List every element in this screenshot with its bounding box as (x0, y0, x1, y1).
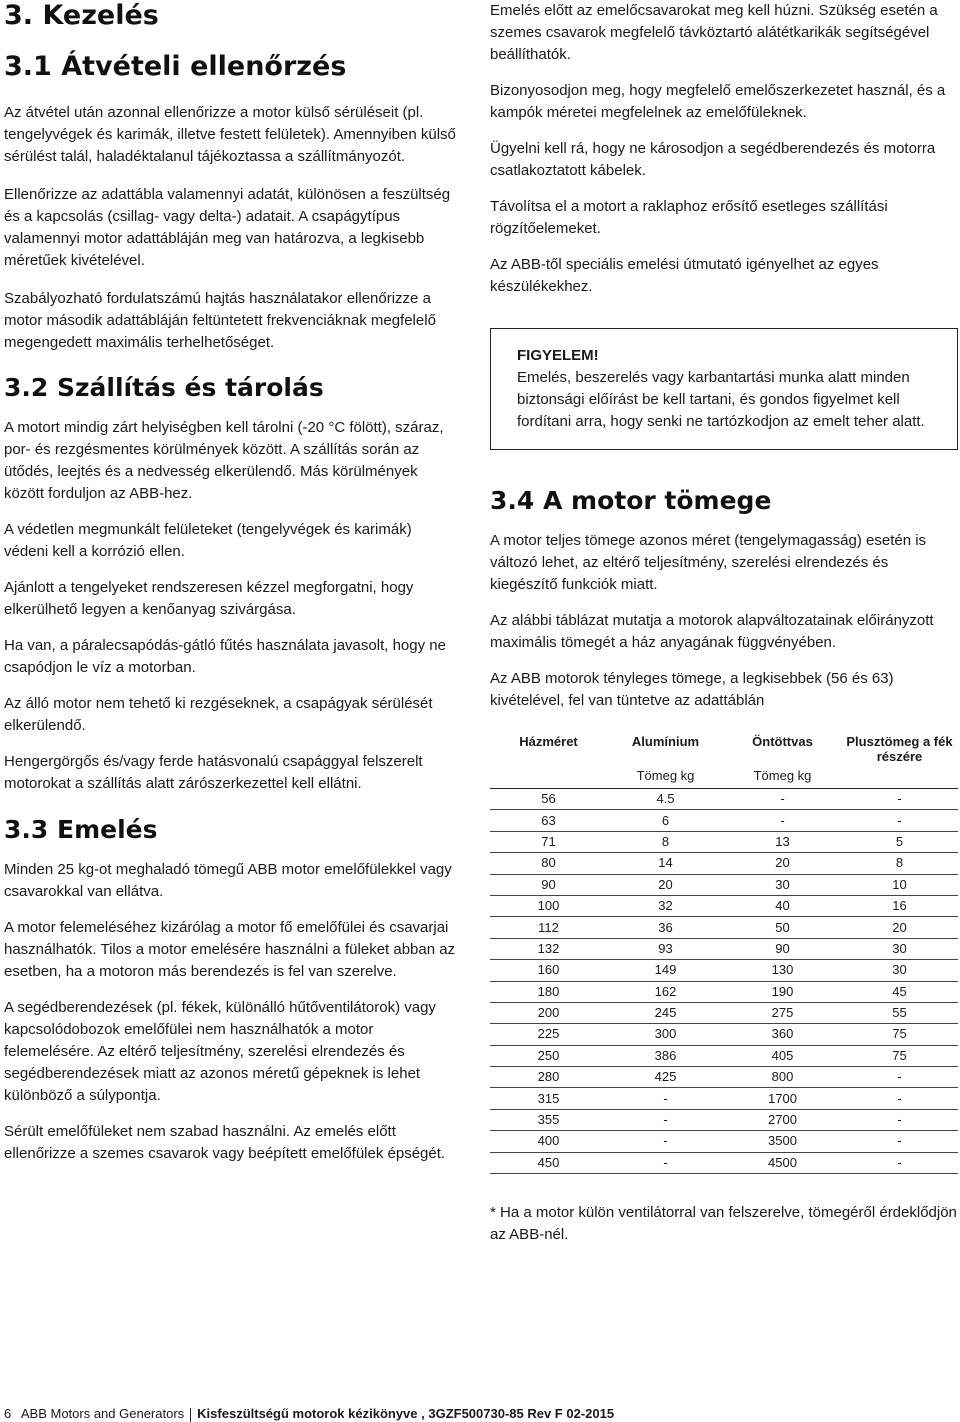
table-cell: 405 (724, 1045, 841, 1066)
table-cell: 36 (607, 917, 724, 938)
table-cell: 13 (724, 831, 841, 852)
table-row (490, 981, 958, 1002)
section-3-2-paragraph-3: Ajánlott a tengelyeket rendszeresen kézzel megforgatni, hogy elkerülhető legyen a kenőanyag szivárgása. (4, 579, 414, 618)
footer-separator (190, 1408, 191, 1422)
table-row (490, 1088, 958, 1109)
section-3-4-title: 3.4 A motor tömege (490, 486, 772, 515)
table-cell: 45 (841, 981, 958, 1002)
table-cell: 71 (490, 831, 607, 852)
table-cell: 5 (841, 831, 958, 852)
table-cell: 1700 (724, 1088, 841, 1109)
table-cell: 80 (490, 853, 607, 874)
header-frame-size: Házméret (519, 734, 578, 749)
table-cell: - (841, 1131, 958, 1152)
table-cell: 149 (607, 960, 724, 981)
table-cell: 2700 (724, 1109, 841, 1130)
section-3-1-title: 3.1 Átvételi ellenőrzés (4, 51, 347, 82)
lifting-paragraph-2: Bizonyosodjon meg, hogy megfelelő emelőszerkezetet használ, és a kampók méretei megfelelnek az emelőfüleknek. (490, 82, 946, 121)
section-3-4-paragraph-3: Az ABB motorok tényleges tömege, a legkisebbek (56 és 63) kivételével, fel van tüntetve az adattáblán (490, 670, 894, 709)
table-cell: 63 (490, 810, 607, 831)
document-title: Kisfeszültségű motorok kézikönyve , 3GZF500730-85 Rev F 02-2015 (197, 1406, 615, 1421)
section-3-3-paragraph-1: Minden 25 kg-ot meghaladó tömegű ABB motor emelőfülekkel vagy csavarokkal van ellátva. (4, 861, 452, 900)
warning-notice-title: FIGYELEM! (517, 347, 599, 364)
table-cell: 200 (490, 1002, 607, 1023)
table-cell: 355 (490, 1109, 607, 1130)
table-cell: 180 (490, 981, 607, 1002)
table-cell: 280 (490, 1067, 607, 1088)
table-cell: - (607, 1109, 724, 1130)
table-cell: 386 (607, 1045, 724, 1066)
table-cell: 130 (724, 960, 841, 981)
table-cell: 32 (607, 895, 724, 916)
table-cell: 245 (607, 1002, 724, 1023)
table-cell: - (841, 1152, 958, 1173)
table-row (490, 1131, 958, 1152)
table-cell: 75 (841, 1024, 958, 1045)
table-cell: 315 (490, 1088, 607, 1109)
header-aluminium: Alumínium (631, 734, 700, 749)
table-footnote: * Ha a motor külön ventilátorral van felszerelve, tömegéről érdeklődjön az ABB-nél. (490, 1204, 957, 1244)
brand-name: ABB Motors and Generators (20, 1406, 185, 1421)
table-cell: - (607, 1152, 724, 1173)
table-cell: 4500 (724, 1152, 841, 1173)
lifting-paragraph-1: Emelés előtt az emelőcsavarokat meg kell húzni. Szükség esetén a szemes csavarok megfelelő távköztartó alátétkarikák segítségével beállíthatók. (490, 2, 938, 63)
section-3-2-paragraph-2: A védetlen megmunkált felületeket (tengelyvégek és karimák) védeni kell a korrózió ellen. (4, 521, 412, 560)
lifting-paragraph-3: Ügyelni kell rá, hogy ne károsodjon a segédberendezés és motorra csatlakoztatott kábelek. (490, 140, 936, 179)
table-row (490, 938, 958, 959)
table-row (490, 874, 958, 895)
table-cell: 3500 (724, 1131, 841, 1152)
table-cell: - (607, 1131, 724, 1152)
table-cell: - (724, 789, 841, 810)
page-footer (4, 1406, 614, 1422)
section-3-2-paragraph-4: Ha van, a páralecsapódás-gátló fűtés használata javasolt, hogy ne csapódjon le víz a motorban. (4, 637, 446, 676)
section-3-3-title: 3.3 Emelés (4, 815, 158, 844)
table-cell: 425 (607, 1067, 724, 1088)
table-cell: 30 (841, 938, 958, 959)
table-cell: - (724, 810, 841, 831)
table-cell: - (841, 1067, 958, 1088)
table-cell: 250 (490, 1045, 607, 1066)
table-cell: - (841, 1109, 958, 1130)
section-3-1-paragraph-1: Az átvétel után azonnal ellenőrizze a motor külső sérüléseit (pl. tengelyvégek és karimák, illetve festett felületek). Amennyiben külső sérülést talál, haladéktalanul tájékoztassa a szállítmányozót. (4, 104, 456, 165)
table-cell: - (607, 1088, 724, 1109)
table-header-row (490, 734, 958, 764)
unit-cell (841, 764, 958, 789)
warning-notice-box (490, 328, 958, 450)
table-cell: 16 (841, 895, 958, 916)
table-cell: 20 (724, 853, 841, 874)
table-cell: 56 (490, 789, 607, 810)
table-row (490, 810, 958, 831)
table-row (490, 1024, 958, 1045)
table-cell: 8 (607, 831, 724, 852)
table-cell: 20 (841, 917, 958, 938)
table-cell: 4.5 (607, 789, 724, 810)
table-cell: 75 (841, 1045, 958, 1066)
table-cell: 800 (724, 1067, 841, 1088)
section-3-2-paragraph-1: A motort mindig zárt helyiségben kell tárolni (-20 °C fölött), száraz, por- és rezgésmentes körülmények között. A szállítás során az ütődés, leejtés és a nedvesség elkerülendő. Más körülmények között forduljon az ABB-hez. (4, 419, 444, 502)
section-3-2-paragraph-5: Az álló motor nem tehető ki rezgéseknek, a csapágyak sérülését elkerülendő. (4, 695, 433, 734)
section-3-4-paragraph-1: A motor teljes tömege azonos méret (tengelymagasság) esetén is változó lehet, az eltérő teljesítmény, szerelési elrendezés és kiegészítő funkciók miatt. (490, 532, 927, 593)
table-cell: 20 (607, 874, 724, 895)
right-column (490, 0, 958, 1246)
table-cell: 6 (607, 810, 724, 831)
table-row (490, 960, 958, 981)
table-cell: 300 (607, 1024, 724, 1045)
table-row (490, 1002, 958, 1023)
table-cell: 30 (841, 960, 958, 981)
table-cell: 360 (724, 1024, 841, 1045)
table-row (490, 1109, 958, 1130)
table-cell: - (841, 810, 958, 831)
table-cell: 132 (490, 938, 607, 959)
table-cell: 190 (724, 981, 841, 1002)
header-cast-iron: Öntöttvas (752, 734, 813, 749)
table-cell: 40 (724, 895, 841, 916)
table-cell: 450 (490, 1152, 607, 1173)
section-3-3-paragraph-3: A segédberendezések (pl. fékek, különálló hűtőventilátorok) vagy kapcsolódobozok emelőfülei nem használhatók a motor felemelésére. Az eltérő teljesítmény, szerelési elrendezés és segédberendezések miatt az azonos méretű gépeknek is lehet különböző a súlypontja. (4, 999, 436, 1104)
left-column (4, 0, 460, 1165)
table-cell: 30 (724, 874, 841, 895)
section-3-3-paragraph-2: A motor felemeléséhez kizárólag a motor fő emelőfülei és csavarjai használhatók. Tilos a motor emelésére használni a füleket abban az esetben, ha a motoron más berendezés is fel van szerelve. (4, 919, 456, 980)
chapter-title: 3. Kezelés (4, 0, 159, 31)
unit-cell: Tömeg kg (607, 764, 724, 789)
table-cell: 50 (724, 917, 841, 938)
warning-notice-text: Emelés, beszerelés vagy karbantartási munka alatt minden biztonsági előírást be kell tartani, és gondos figyelmet kell fordítani arra, hogy senki ne tartózkodjon az emelt teher alatt. (517, 369, 925, 430)
table-row (490, 1067, 958, 1088)
table-cell: - (841, 789, 958, 810)
lifting-paragraph-4: Távolítsa el a motort a raklaphoz erősítő esetleges szállítási rögzítőelemeket. (490, 198, 888, 237)
table-row (490, 917, 958, 938)
section-3-2-paragraph-6: Hengergörgős és/vagy ferde hatásvonalú csapággyal felszerelt motorokat a szállítás alatt zárószerkezettel kell ellátni. (4, 753, 423, 792)
header-brake-extra: Plusztömeg a fék részére (846, 734, 953, 764)
table-cell: 93 (607, 938, 724, 959)
table-cell: 162 (607, 981, 724, 1002)
section-3-3-paragraph-4: Sérült emelőfüleket nem szabad használni. Az emelés előtt ellenőrizze a szemes csavarok vagy beépített emelőfülek épségét. (4, 1123, 446, 1162)
table-cell: 275 (724, 1002, 841, 1023)
table-row (490, 789, 958, 810)
section-3-4-paragraph-2: Az alábbi táblázat mutatja a motorok alapváltozatainak előirányzott maximális tömegét a ház anyagának függvényében. (490, 612, 934, 651)
table-cell: 160 (490, 960, 607, 981)
table-cell: 225 (490, 1024, 607, 1045)
table-cell: 14 (607, 853, 724, 874)
table-cell: 55 (841, 1002, 958, 1023)
table-row (490, 895, 958, 916)
motor-weight-table (490, 734, 958, 1174)
table-cell: - (841, 1088, 958, 1109)
unit-cell: Tömeg kg (724, 764, 841, 789)
table-unit-row (490, 764, 958, 789)
table-cell: 10 (841, 874, 958, 895)
lifting-paragraph-5: Az ABB-től speciális emelési útmutató igényelhet az egyes készülékekhez. (490, 256, 879, 295)
table-cell: 100 (490, 895, 607, 916)
table-row (490, 1152, 958, 1173)
table-cell: 8 (841, 853, 958, 874)
unit-cell (490, 764, 607, 789)
page-number: 6 (4, 1406, 12, 1421)
table-cell: 400 (490, 1131, 607, 1152)
section-3-1-paragraph-2: Ellenőrizze az adattábla valamennyi adatát, különösen a feszültség és a kapcsolás (csillag- vagy delta-) adatait. A csapágytípus valamennyi motor adattábláján meg van határozva, a legkisebb méretűek kivételével. (4, 186, 451, 269)
table-row (490, 853, 958, 874)
section-3-1-paragraph-3: Szabályozható fordulatszámú hajtás használatakor ellenőrizze a motor második adattábláján feltüntetett frekvenciáknak megfelelő megengedett maximális terhelhetőséget. (4, 290, 436, 351)
section-3-2-title: 3.2 Szállítás és tárolás (4, 373, 324, 402)
table-row (490, 1045, 958, 1066)
table-cell: 90 (724, 938, 841, 959)
table-cell: 90 (490, 874, 607, 895)
table-row (490, 831, 958, 852)
table-cell: 112 (490, 917, 607, 938)
